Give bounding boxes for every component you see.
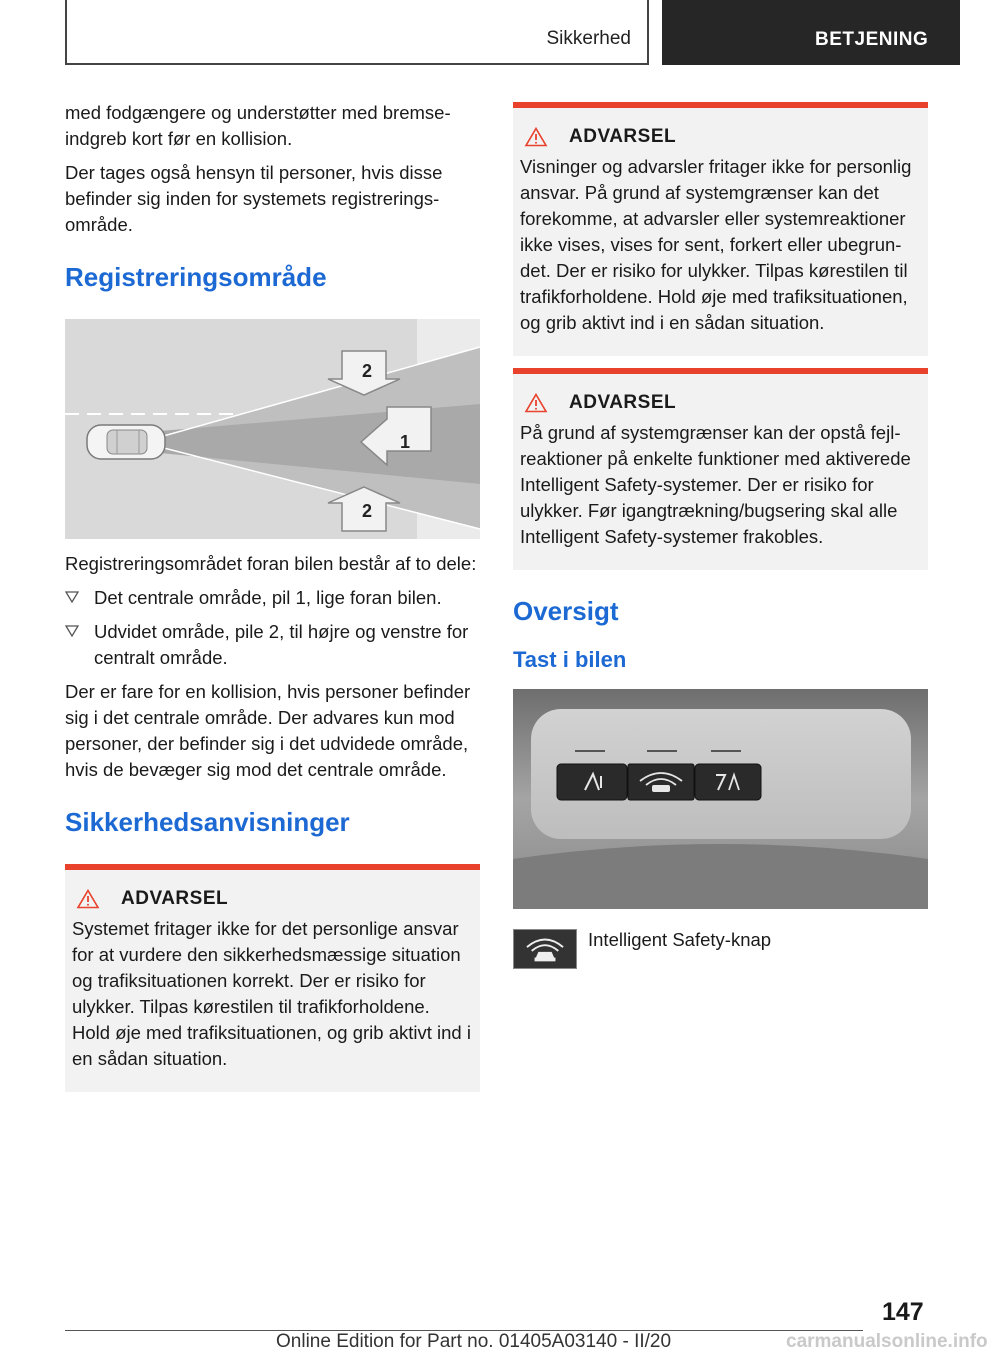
heading-registration: Registreringsområde xyxy=(65,262,327,292)
bullet-text-2: Udvidet område, pile 2, til højre og venstre for centralt område. xyxy=(94,621,469,668)
bullet-text-1: Det centrale område, pil 1, lige foran bilen. xyxy=(94,587,442,608)
warning-title: ADVARSEL xyxy=(569,392,677,413)
triangle-bullet-icon xyxy=(65,624,79,638)
section-title: Sikkerhed xyxy=(546,28,631,49)
warning-text: Systemet fritager ikke for det personlige ansvar for at vurdere den sikkerhedsmæssige situation og trafiksituationen korrekt. Der er risiko for ulykker. Tilpas kørestilen til trafikforholdene. Hold øje med trafiksituationen, og grib aktivt ind i en sådan situation. xyxy=(72,918,471,1069)
list-item xyxy=(65,585,480,611)
warning-box-right-1 xyxy=(513,102,928,356)
warning-box-right-2 xyxy=(513,368,928,570)
list-item xyxy=(65,619,480,671)
figure-label-2-bottom: 2 xyxy=(361,501,373,521)
key-legend-row xyxy=(513,929,928,969)
left-column xyxy=(65,100,480,1092)
figure-label-1: 1 xyxy=(399,432,411,452)
page-number: 147 xyxy=(882,1298,924,1326)
figure-caption: Registreringsområdet foran bilen består af to dele: xyxy=(65,553,477,574)
header-box xyxy=(65,0,649,65)
warning-title: ADVARSEL xyxy=(121,888,229,909)
chapter-title: BETJENING xyxy=(815,29,929,50)
warning-triangle-icon xyxy=(77,889,99,909)
chapter-tab xyxy=(662,0,960,65)
warning-text: Visninger og advarsler fritager ikke for personlig ansvar. På grund af systemgrænser kan det forekomme, at advarsler eller systemreaktioner ikke vises, vises for sent, forkert eller ubegrundet. Der er risiko for ulykker. Tilpas kørestilen til trafikforholdene. Hold øje med trafiksituationen, og grib aktivt ind i en sådan situation. xyxy=(520,156,912,333)
registration-area-diagram xyxy=(65,319,480,539)
warning-triangle-icon xyxy=(525,127,547,147)
bullet-list xyxy=(65,585,480,671)
subheading-key: Tast i bilen xyxy=(513,647,627,672)
registration-area-figure xyxy=(65,319,480,539)
right-column xyxy=(513,102,928,969)
button-panel-photo xyxy=(513,689,928,909)
intelligent-safety-key-icon xyxy=(513,929,577,969)
warning-title: ADVARSEL xyxy=(569,126,677,147)
intro-paragraph-1: med fodgængere og understøtter med bremseindgreb kort før en kollision. xyxy=(65,102,451,149)
button-panel-illustration xyxy=(513,689,928,909)
heading-safety: Sikkerhedsanvisninger xyxy=(65,807,350,837)
footer-edition: Online Edition for Part no. 01405A03140 - II/20 xyxy=(276,1331,672,1352)
figure-label-2-top: 2 xyxy=(361,361,373,381)
warning-text: På grund af systemgrænser kan der opstå fejlreaktioner på enkelte funktioner med aktiverede Intelligent Safety-systemer. Der er risiko for ulykker. Før igangtrækning/bugsering skal alle Intelligent Safety-systemer frakobles. xyxy=(520,422,911,547)
after-bullets-paragraph: Der er fare for en kollision, hvis personer befinder sig i det centrale område. Der advares kun mod personer, der befinder sig i det udvidede område, hvis de bevæger sig mod det centrale område. xyxy=(65,681,471,780)
warning-box-left xyxy=(65,864,480,1092)
triangle-bullet-icon xyxy=(65,590,79,604)
watermark: carmanualsonline.info xyxy=(786,1331,988,1352)
key-label: Intelligent Safety-knap xyxy=(588,929,772,950)
intro-paragraph-2: Der tages også hensyn til personer, hvis disse befinder sig inden for systemets registreringsområde. xyxy=(65,162,443,235)
warning-triangle-icon xyxy=(525,393,547,413)
heading-overview: Oversigt xyxy=(513,596,619,626)
car-icon xyxy=(87,425,165,459)
